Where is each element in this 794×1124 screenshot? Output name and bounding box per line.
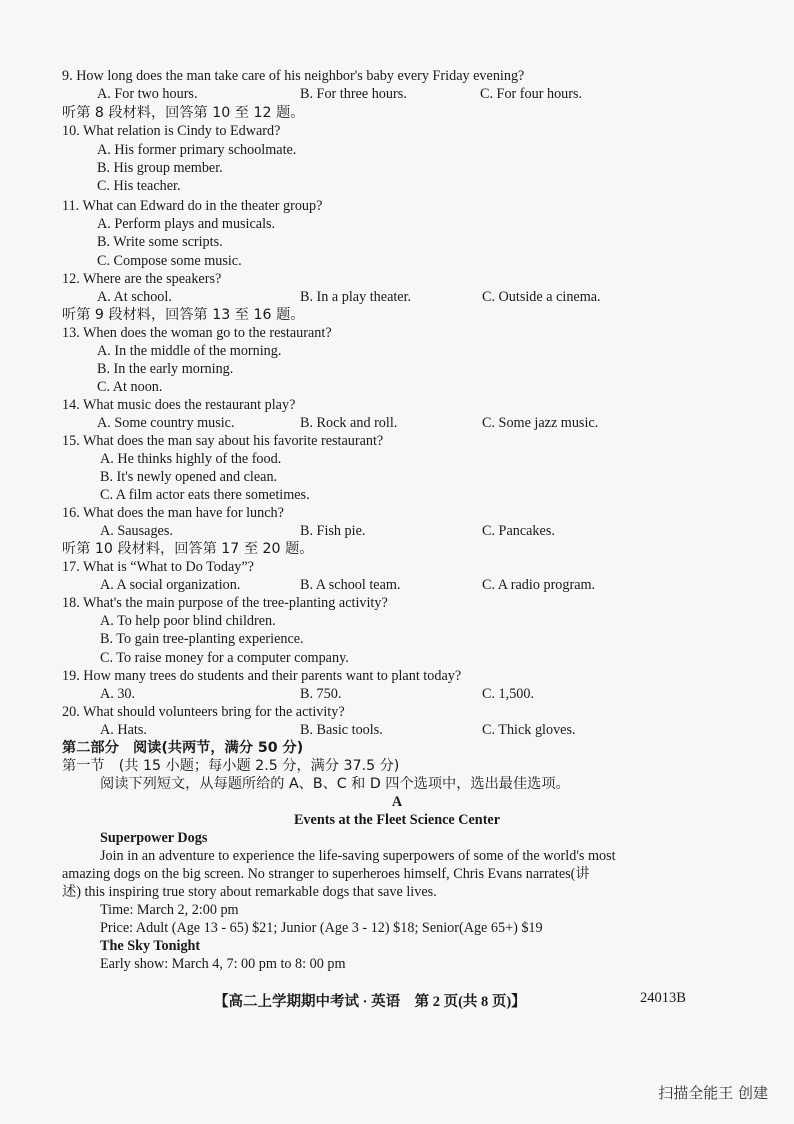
answer-option: B. It's newly opened and clean. [100, 469, 278, 485]
event-title: The Sky Tonight [100, 938, 201, 954]
question: 19. How many trees do students and their parents want to plant today? [62, 668, 462, 684]
answer-option: A. Some country music. [97, 415, 235, 431]
answer-option: C. A radio program. [482, 577, 596, 593]
answer-option: B. A school team. [300, 577, 401, 593]
answer-option: A. Sausages. [100, 523, 173, 539]
section-instruction: 听第 8 段材料，回答第 10 至 12 题。 [62, 105, 305, 121]
section-heading: 第二部分 阅读(共两节，满分 50 分) [62, 740, 304, 756]
answer-option: A. Hats. [100, 722, 147, 738]
answer-option: C. Some jazz music. [482, 415, 599, 431]
answer-option: B. Write some scripts. [97, 234, 223, 250]
answer-option: C. Thick gloves. [482, 722, 576, 738]
answer-option: C. Pancakes. [482, 523, 555, 539]
answer-option: C. At noon. [97, 379, 163, 395]
answer-option: C. His teacher. [97, 178, 181, 194]
answer-option: C. A film actor eats there sometimes. [100, 487, 310, 503]
passage-text: amazing dogs on the big screen. No stranger to superheroes himself, Chris Evans narrates(讲 [62, 866, 590, 882]
answer-option: A. He thinks highly of the food. [100, 451, 282, 467]
passage-text: Time: March 2, 2:00 pm [100, 902, 239, 918]
passage-title: A [391, 794, 403, 810]
answer-option: B. His group member. [97, 160, 223, 176]
question: 11. What can Edward do in the theater group? [62, 198, 323, 214]
question: 13. When does the woman go to the restaurant? [62, 325, 332, 341]
answer-option: C. 1,500. [482, 686, 535, 702]
answer-option: A. In the middle of the morning. [97, 343, 282, 359]
passage-text: Early show: March 4, 7: 00 pm to 8: 00 pm [100, 956, 346, 972]
page-footer-code: 24013B [640, 990, 686, 1006]
question: 16. What does the man have for lunch? [62, 505, 284, 521]
answer-option: A. A social organization. [100, 577, 241, 593]
question: 9. How long does the man take care of his neighbor's baby every Friday evening? [62, 68, 525, 84]
question: 18. What's the main purpose of the tree-planting activity? [62, 595, 388, 611]
section-instruction: 阅读下列短文，从每题所给的 A、B、C 和 D 四个选项中，选出最佳选项。 [100, 776, 570, 792]
question: 12. Where are the speakers? [62, 271, 222, 287]
answer-option: C. Outside a cinema. [482, 289, 601, 305]
passage-title: Events at the Fleet Science Center [293, 812, 501, 828]
passage-text: Price: Adult (Age 13 - 65) $21; Junior (Age 3 - 12) $18; Senior(Age 65+) $19 [100, 920, 543, 936]
question: 15. What does the man say about his favorite restaurant? [62, 433, 384, 449]
question: 10. What relation is Cindy to Edward? [62, 123, 281, 139]
passage-text: Join in an adventure to experience the life-saving superpowers of some of the world's most [100, 848, 616, 864]
answer-option: B. To gain tree-planting experience. [100, 631, 304, 647]
question: 20. What should volunteers bring for the activity? [62, 704, 345, 720]
passage-text: 述) this inspiring true story about remarkable dogs that save lives. [62, 884, 437, 900]
answer-option: C. Compose some music. [97, 253, 242, 269]
answer-option: B. For three hours. [300, 86, 407, 102]
answer-option: A. 30. [100, 686, 136, 702]
page-footer-title: 【高二上学期期中考试 · 英语 第 2 页(共 8 页)】 [214, 994, 526, 1010]
answer-option: A. To help poor blind children. [100, 613, 276, 629]
answer-option: A. His former primary schoolmate. [97, 142, 297, 158]
answer-option: A. For two hours. [97, 86, 198, 102]
question: 14. What music does the restaurant play? [62, 397, 296, 413]
section-instruction: 第一节 (共 15 小题；每小题 2.5 分，满分 37.5 分) [62, 758, 400, 774]
answer-option: A. Perform plays and musicals. [97, 216, 276, 232]
answer-option: B. Basic tools. [300, 722, 383, 738]
question: 17. What is “What to Do Today”? [62, 559, 254, 575]
answer-option: B. In a play theater. [300, 289, 412, 305]
event-title: Superpower Dogs [100, 830, 208, 846]
answer-option: C. For four hours. [480, 86, 583, 102]
answer-option: B. Rock and roll. [300, 415, 398, 431]
answer-option: C. To raise money for a computer company. [100, 650, 349, 666]
scanner-watermark: 扫描全能王 创建 [658, 1084, 768, 1102]
section-instruction: 听第 10 段材料，回答第 17 至 20 题。 [62, 541, 314, 557]
section-instruction: 听第 9 段材料，回答第 13 至 16 题。 [62, 307, 305, 323]
answer-option: B. In the early morning. [97, 361, 234, 377]
answer-option: B. Fish pie. [300, 523, 366, 539]
answer-option: B. 750. [300, 686, 342, 702]
answer-option: A. At school. [97, 289, 172, 305]
